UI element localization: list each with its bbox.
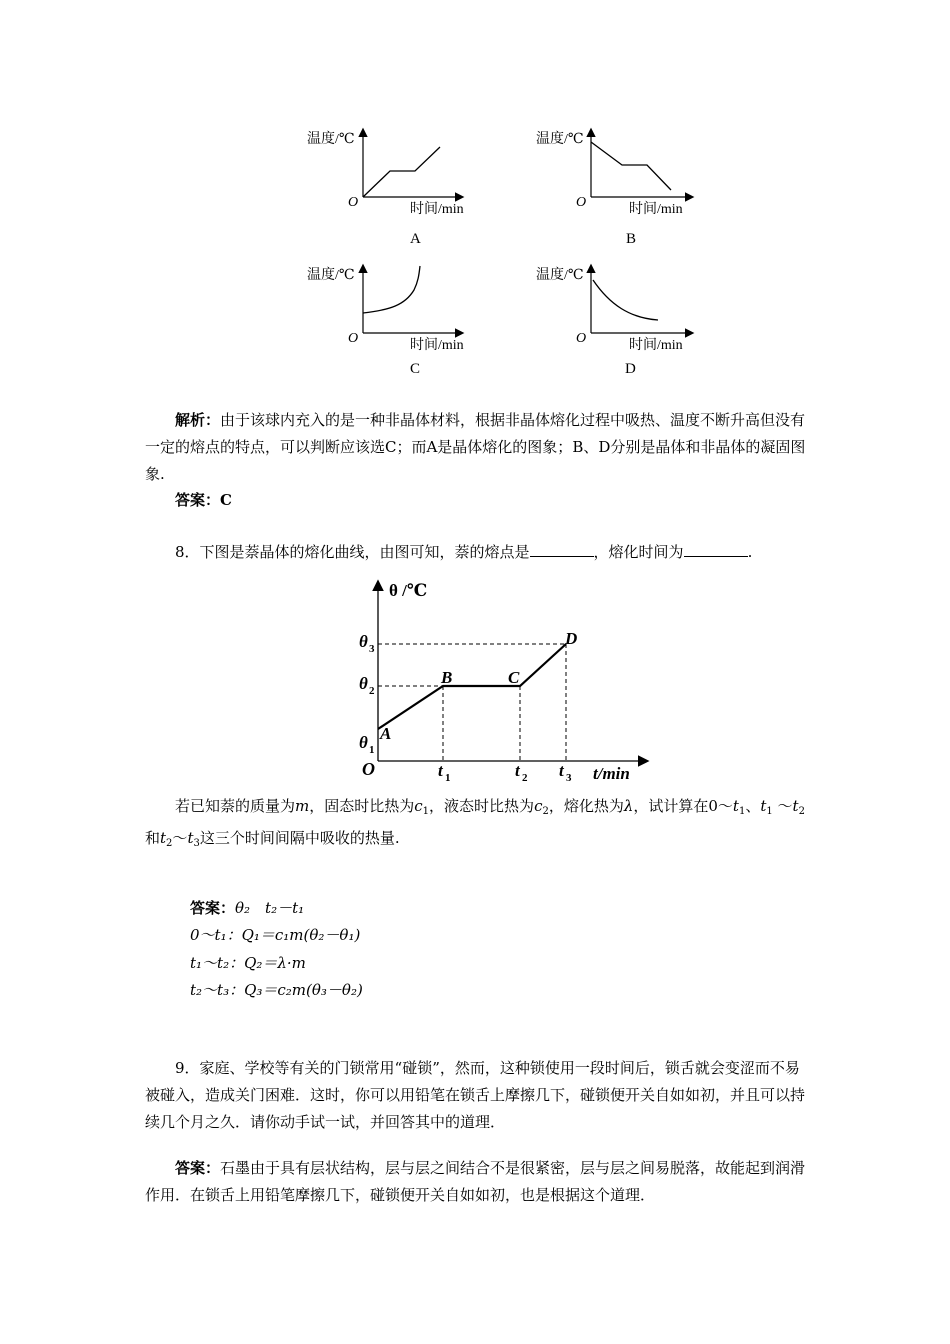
svg-text:θ: θ <box>359 733 368 752</box>
q8-answer-line3: t₁～t₂：Q₂＝λ·m <box>190 954 306 972</box>
graph-a-xlabel: 时间/min <box>410 202 464 217</box>
q8-question-text <box>145 793 810 857</box>
graph-d-label: D <box>625 361 636 377</box>
chart-y-label: θ /℃ <box>389 581 428 600</box>
svg-text:1: 1 <box>445 772 451 784</box>
graph-b-ylabel: 温度/℃ <box>536 132 584 147</box>
q8-var-lambda: λ <box>623 797 634 815</box>
point-b: B <box>441 668 453 687</box>
q7-analysis <box>145 407 810 488</box>
graph-c-label: C <box>410 361 421 377</box>
graph-d <box>536 266 692 377</box>
svg-text:θ: θ <box>359 674 368 693</box>
q8-text-g: ～ <box>772 797 793 815</box>
graph-b-curve <box>591 142 671 190</box>
q8-blank-1 <box>530 542 594 557</box>
q8-answer-text1: θ₂ t₂－t₁ <box>235 899 305 917</box>
q7-answer <box>145 487 810 514</box>
q8-var-t1: t <box>732 797 739 815</box>
q8-var-t1-sub: 1 <box>738 806 746 817</box>
t2-label <box>515 761 528 784</box>
q8-stem-a: 8．下图是萘晶体的熔化曲线，由图可知，萘的熔点是 <box>175 543 530 561</box>
q8-text-c: ，液态时比热为 <box>429 797 535 815</box>
graph-a-origin: O <box>348 195 359 210</box>
graph-b-origin: O <box>576 195 587 210</box>
q7-answer-prefix: 答案： <box>175 491 221 509</box>
svg-text:t: t <box>559 761 564 780</box>
chart-x-label: t/min <box>593 764 630 783</box>
melting-graphs-figure <box>290 120 730 385</box>
graph-a-curve <box>363 147 440 197</box>
svg-text:2: 2 <box>369 685 375 697</box>
q8-var-t2b-sub: 2 <box>166 838 173 849</box>
q8-answer-prefix: 答案： <box>190 899 236 917</box>
q8-var-c1: c <box>414 797 423 815</box>
q8-var-c1-sub: 1 <box>422 806 430 817</box>
q8-var-t3-sub: 3 <box>193 838 200 849</box>
naphthalene-melting-chart <box>355 575 650 790</box>
q9-answer-text: 石墨由于具有层状结构，层与层之间结合不是很紧密，层与层之间易脱落，故能起到润滑作用．在锁舌上用铅笔摩擦几下，碰锁便开关自如如初，也是根据这个道理． <box>145 1159 806 1204</box>
svg-text:2: 2 <box>522 772 528 784</box>
t1-label <box>438 761 451 784</box>
q8-stem-b: ，熔化时间为 <box>593 543 684 561</box>
q8-var-t2: t <box>792 797 799 815</box>
graph-d-origin: O <box>576 331 587 346</box>
t3-label <box>559 761 572 784</box>
svg-text:3: 3 <box>566 772 572 784</box>
q9-answer-prefix: 答案： <box>175 1159 221 1177</box>
svg-text:t: t <box>438 761 443 780</box>
q8-stem <box>145 539 810 566</box>
q8-answer-line2: 0～t₁：Q₁＝c₁m(θ₂－θ₁) <box>190 926 361 944</box>
point-d: D <box>565 629 578 648</box>
graph-a-ylabel: 温度/℃ <box>307 132 355 147</box>
theta3-label <box>359 632 375 655</box>
q7-analysis-prefix: 解析： <box>175 411 221 429</box>
graph-c-ylabel: 温度/℃ <box>307 268 355 283</box>
graph-c-xlabel: 时间/min <box>410 338 464 353</box>
q8-text-d: ，熔化热为 <box>548 797 624 815</box>
q8-text-h: 和 <box>145 829 161 847</box>
svg-text:1: 1 <box>369 744 375 756</box>
q8-var-c2-sub: 2 <box>542 806 549 817</box>
point-a: A <box>380 724 392 743</box>
graph-d-ylabel: 温度/℃ <box>536 268 584 283</box>
q8-var-t1b: t <box>760 797 767 815</box>
graph-a <box>307 130 464 247</box>
chart-origin: O <box>362 759 375 779</box>
q8-text-b: ，固态时比热为 <box>309 797 415 815</box>
q9-answer <box>145 1155 810 1209</box>
graph-b <box>536 130 692 247</box>
q8-var-t3: t <box>187 829 194 847</box>
svg-text:3: 3 <box>369 643 375 655</box>
svg-text:t: t <box>515 761 520 780</box>
graph-c-origin: O <box>348 331 359 346</box>
q8-var-c2: c <box>534 797 543 815</box>
q8-blank-2 <box>684 542 748 557</box>
theta2-label <box>359 674 375 697</box>
graph-b-label: B <box>626 231 637 247</box>
graph-c <box>307 266 464 377</box>
q8-var-m: m <box>295 797 310 815</box>
graph-d-curve <box>593 280 658 320</box>
q7-answer-value: C <box>220 491 232 509</box>
q8-text-a: 若已知萘的质量为 <box>175 797 296 815</box>
graph-c-curve <box>363 266 420 313</box>
graph-d-xlabel: 时间/min <box>629 338 683 353</box>
q8-text-i: ～ <box>172 829 188 847</box>
q8-var-t2b: t <box>160 829 167 847</box>
q8-var-t2-sub: 2 <box>798 806 805 817</box>
q8-text-e: ，试计算在0～ <box>633 797 733 815</box>
graph-b-xlabel: 时间/min <box>629 202 683 217</box>
q8-var-t1b-sub: 1 <box>766 806 773 817</box>
graph-a-label: A <box>410 231 421 247</box>
theta1-label <box>359 733 375 756</box>
q8-answer-line1 <box>190 895 855 922</box>
q9-question: 9．家庭、学校等有关的门锁常用“碰锁”，然而，这种锁使用一段时间后，锁舌就会变涩而不易被碰入，造成关门困难．这时，你可以用铅笔在锁舌上摩擦几下，碰锁便开关自如如初，并且可以持续几个月之久．请你动手试一试，并回答其中的道理． <box>145 1059 806 1131</box>
q8-answer-line4: t₂～t₃：Q₃＝c₂m(θ₃－θ₂) <box>190 981 363 999</box>
point-c: C <box>508 668 520 687</box>
svg-text:θ: θ <box>359 632 368 651</box>
q8-text-j: 这三个时间间隔中吸收的热量. <box>199 829 400 847</box>
q7-analysis-text: 由于该球内充入的是一种非晶体材料，根据非晶体熔化过程中吸热、温度不断升高但没有一定的熔点的特点，可以判断应该选C；而A是晶体熔化的图象；B、D分别是晶体和非晶体的凝固图象. <box>145 411 806 483</box>
q8-stem-end: . <box>747 543 753 561</box>
q8-text-f: 、 <box>745 797 761 815</box>
